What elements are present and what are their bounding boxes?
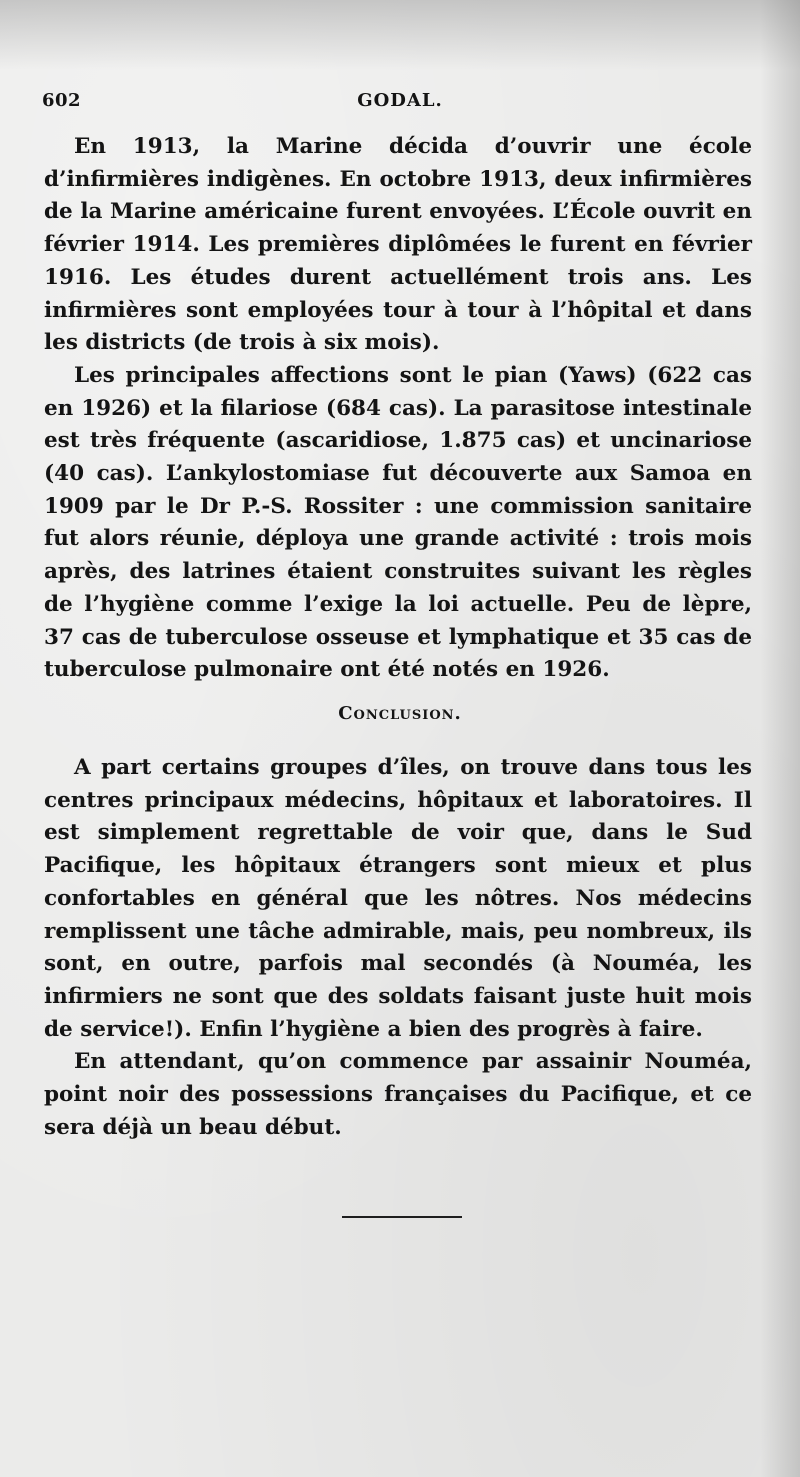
scan-shadow-right — [760, 0, 800, 1477]
scan-shadow-top — [0, 0, 800, 70]
paragraph-closing: En attendant, qu’on commence par assainir Nouméa, point noir des possessions françaises du Pacifique, et ce sera déjà un beau début. — [44, 1049, 752, 1140]
body-text-conclusion — [44, 752, 752, 1144]
section-title: Conclusion. — [338, 703, 462, 724]
paragraph-conclusion: A part certains groupes d’îles, on trouve dans tous les centres principaux médecins, hôpitaux et laboratoires. Il est simplement regrettable de voir que, dans le Sud Pacifique, les hôpitaux étrangers sont mieux et plus confortables en général que les nôtres. Nos médecins remplissent une tâche admirable, mais, peu nombreux, ils sont, en outre, parfois mal secondés (à Nouméa, les infirmiers ne sont que des soldats faisant juste huit mois de service!). Enfin l’hygiène a bien des progrès à faire. — [44, 755, 752, 1042]
end-rule — [342, 1216, 462, 1218]
body-text-top — [44, 131, 752, 687]
page-header — [42, 90, 758, 114]
page-number: 602 — [42, 90, 82, 111]
paragraph-diseases: Les principales affections sont le pian (Yaws) (622 cas en 1926) et la filariose (684 cas). La parasitose intestinale est très fréquente (ascaridiose, 1.875 cas) et uncinariose (40 cas). L’ankylostomiase fut découverte aux Samoa en 1909 par le Dr P.-S. Rossiter : une commission sanitaire fut alors réunie, déploya une grande activité : trois mois après, des latrines étaient construites suivant les règles de l’hygiène comme l’exige la loi actuelle. Peu de lèpre, 37 cas de tuberculose osseuse et lymphatique et 35 cas de tuberculose pulmonaire ont été notés en 1926. — [44, 362, 752, 683]
paragraph-nursing-school: En 1913, la Marine décida d’ouvrir une école d’infirmières indigènes. En octobre 1913, deux infirmières de la Marine américaine furent envoyées. L’École ouvrit en février 1914. Les premières diplômées le furent en février 1916. Les études durent actuellément trois ans. Les infirmières sont employées tour à tour à l’hôpital et dans les districts (de trois à six mois). — [44, 134, 752, 356]
running-head: GODAL. — [357, 90, 443, 111]
